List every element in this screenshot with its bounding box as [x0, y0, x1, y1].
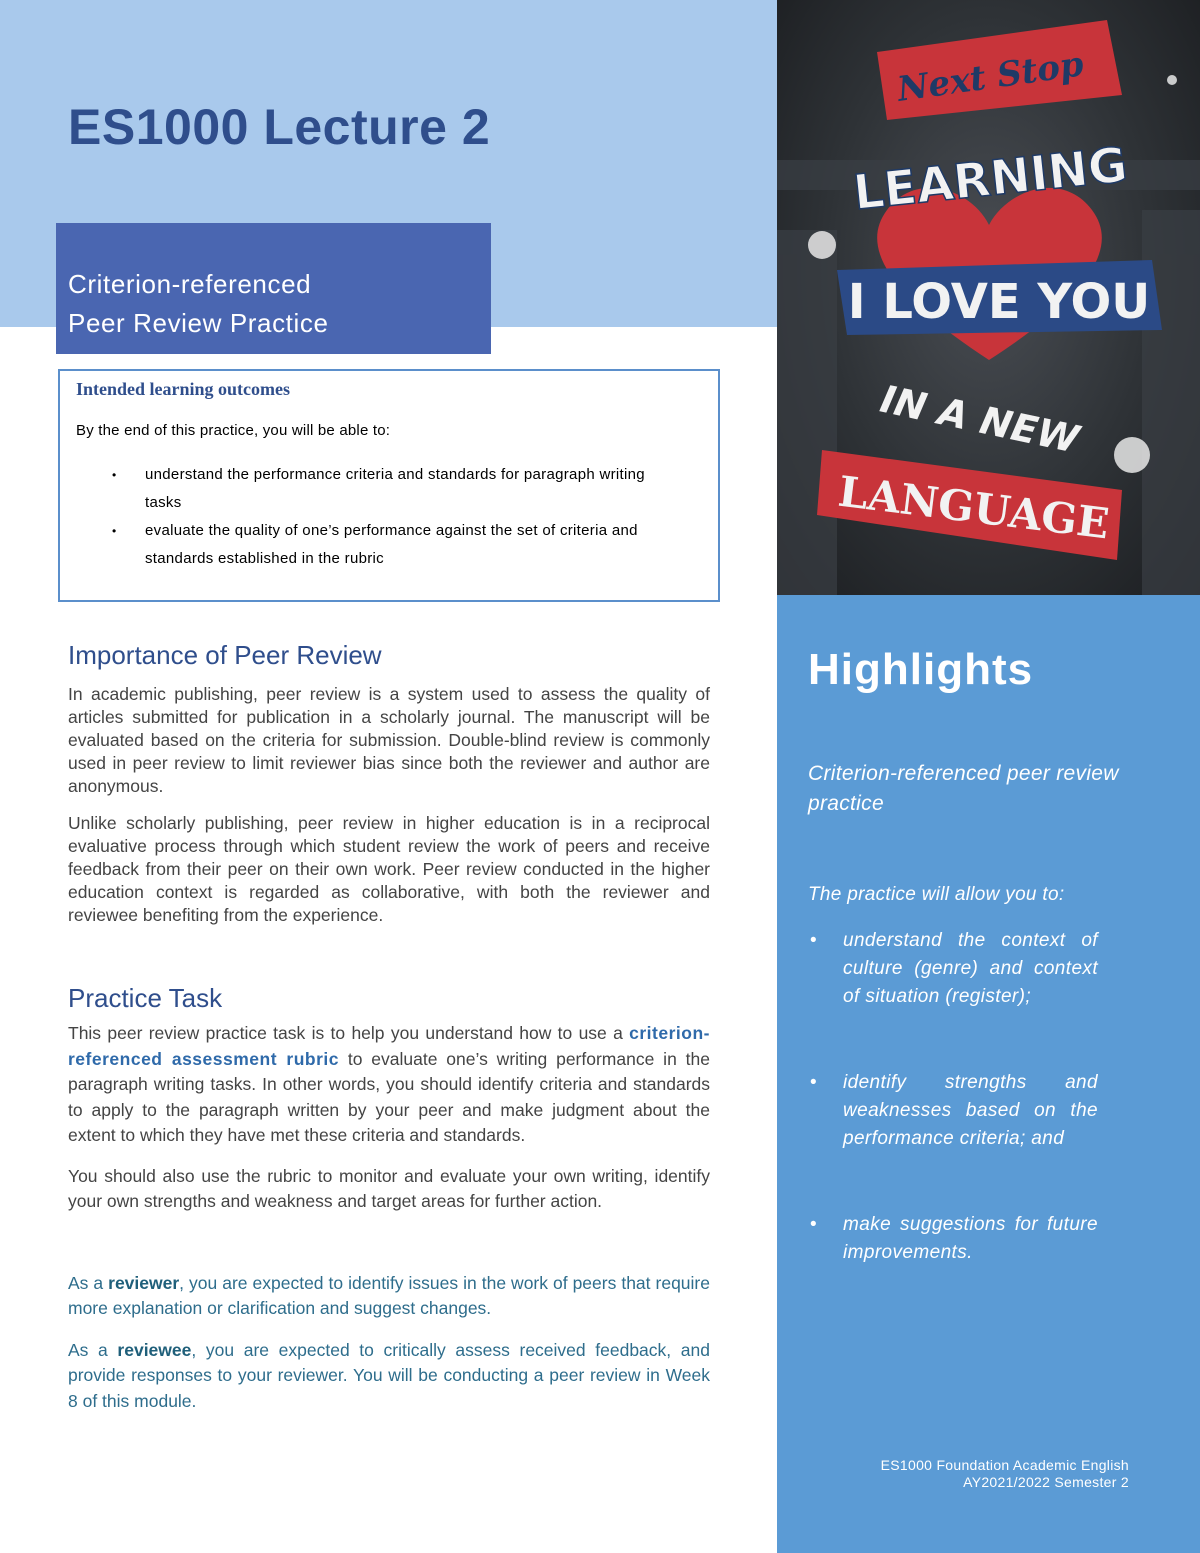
list-item-text: identify strengths and weaknesses based on the performance criteria; and — [843, 1072, 1098, 1149]
bullet-icon: • — [810, 930, 818, 951]
practice-paragraph-1: This peer review practice task is to help you understand how to use a criterion-referenced assessment rubric to evaluate one’s writing performance in the paragraph writing tasks. In other words, you should identify criteria and standards to apply to the paragraph written by your peer and make judgment about the extent to which they have met these criteria and standards. — [68, 1023, 710, 1145]
rubric-highlight: criterion-referenced assessment rubric — [68, 1023, 710, 1069]
reviewee-term: reviewee — [117, 1339, 192, 1360]
bullet-icon: • — [112, 468, 117, 482]
subtitle-line-2: Peer Review Practice — [68, 308, 329, 338]
poster-line-2: LEARNING — [850, 136, 1131, 222]
highlights-sidebar — [777, 595, 1200, 1553]
subtitle-line-1: Criterion-referenced — [68, 269, 312, 299]
list-item-text: understand the performance criteria and standards for paragraph writing tasks — [145, 466, 645, 511]
highlights-list — [808, 927, 1098, 1325]
reviewer-paragraph: As a reviewer, you are expected to identify issues in the work of peers that require more explanation or clarification and suggest changes. — [68, 1272, 710, 1318]
poster-photo — [777, 0, 1200, 595]
learning-outcomes-intro: By the end of this practice, you will be able to: — [76, 422, 391, 439]
list-item — [808, 1211, 1098, 1267]
bullet-icon: • — [810, 1214, 818, 1235]
poster-line-4: IN A NEW — [876, 376, 1083, 462]
subtitle-box — [56, 223, 491, 354]
learning-outcomes-list — [76, 461, 702, 573]
highlights-intro: The practice will allow you to: — [808, 884, 1065, 905]
list-item — [808, 927, 1098, 1011]
importance-heading: Importance of Peer Review — [68, 640, 382, 670]
learning-outcomes-box — [58, 369, 720, 602]
highlights-subtitle: Criterion-referenced peer review practice — [808, 762, 1119, 815]
bullet-icon: • — [810, 1072, 818, 1093]
highlights-title: Highlights — [808, 645, 1034, 694]
poster-line-1: Next Stop — [894, 44, 1086, 110]
poster-line-5: LANGUAGE — [835, 466, 1112, 549]
practice-paragraph-2: You should also use the rubric to monitor and evaluate your own writing, identify your own strengths and weakness and target areas for further action. — [68, 1165, 710, 1211]
reviewer-term: reviewer — [108, 1272, 180, 1293]
footer-course: ES1000 Foundation Academic English — [880, 1457, 1129, 1473]
list-item — [76, 461, 702, 517]
importance-paragraph-1: In academic publishing, peer review is a system used to assess the quality of articles submitted for publication in a scholarly journal. The manuscript will be evaluated based on the criteria for submission. Double-blind review is commonly used in peer review to limit reviewer bias since both the reviewer and author are anonymous. — [68, 684, 710, 796]
learning-outcomes-title: Intended learning outcomes — [76, 379, 291, 399]
list-item-text: make suggestions for future improvements. — [843, 1214, 1098, 1263]
page-title: ES1000 Lecture 2 — [68, 99, 491, 155]
importance-paragraph-2: Unlike scholarly publishing, peer review in higher education is in a reciprocal evaluative process through which student review the work of peers and receive feedback from their peer on their own work. Peer review conducted in the higher education context is regarded as collaborative, with both the reviewer and reviewee benefiting from the experience. — [68, 813, 710, 925]
list-item-text: evaluate the quality of one’s performance against the set of criteria and standards established in the rubric — [145, 522, 638, 567]
bullet-icon: • — [112, 524, 117, 538]
poster-line-3: I LOVE YOU — [847, 274, 1151, 330]
practice-heading: Practice Task — [68, 983, 223, 1013]
main-content — [68, 640, 710, 1414]
footer — [881, 1457, 1129, 1491]
reviewee-paragraph: As a reviewee, you are expected to critically assess received feedback, and provide responses to your reviewer. You will be conducting a peer review in Week 8 of this module. — [68, 1339, 710, 1411]
list-item — [808, 1069, 1098, 1153]
list-item — [76, 517, 702, 573]
list-item-text: understand the context of culture (genre) and context of situation (register); — [843, 930, 1098, 1007]
poster-illustration — [777, 0, 1200, 595]
footer-term: AY2021/2022 Semester 2 — [963, 1474, 1129, 1490]
